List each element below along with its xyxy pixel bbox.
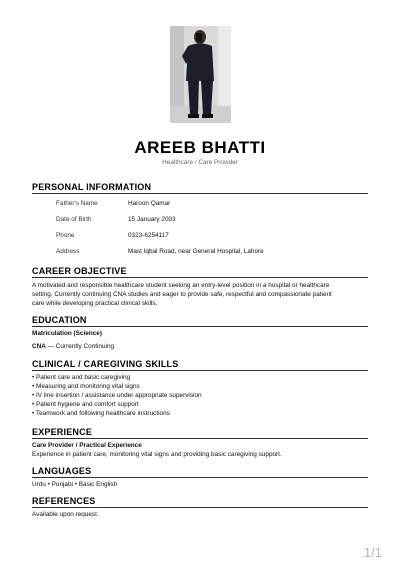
education-cna-label: CNA xyxy=(32,343,46,350)
address-label: Address xyxy=(56,248,80,255)
languages-divider xyxy=(32,477,368,478)
languages-heading: LANGUAGES xyxy=(32,466,92,476)
father-name-label: Father's Name xyxy=(56,200,98,207)
profile-photo-image xyxy=(170,26,231,123)
dob-value: 15 January 2003 xyxy=(128,216,176,223)
objective-line: care while developing practical clinical skills. xyxy=(32,300,158,307)
experience-title: Care Provider / Practical Experience xyxy=(32,442,142,449)
father-name-value: Haroon Qamar xyxy=(128,200,171,207)
experience-divider xyxy=(32,438,368,439)
education-heading: EDUCATION xyxy=(32,315,87,325)
skills-divider xyxy=(32,370,368,371)
education-divider xyxy=(32,326,368,327)
personal-info-heading: PERSONAL INFORMATION xyxy=(32,182,152,192)
personal-info-divider xyxy=(32,193,368,194)
references-text: Available upon request. xyxy=(32,511,99,518)
candidate-title: Healthcare / Care Provider xyxy=(162,159,238,166)
career-objective-heading: CAREER OBJECTIVE xyxy=(32,266,127,276)
skill-item: • Patient hygiene and comfort support xyxy=(32,401,139,408)
skills-heading: CLINICAL / CAREGIVING SKILLS xyxy=(32,359,179,369)
experience-heading: EXPERIENCE xyxy=(32,427,93,437)
profile-photo xyxy=(170,26,231,123)
career-objective-text xyxy=(32,281,372,308)
address-value: Mast Iqbal Road, near General Hospital, Lahore xyxy=(128,248,264,255)
page-indicator: 1/1 xyxy=(363,545,382,560)
references-divider xyxy=(32,507,368,508)
education-cna-status: — Currently Continuing xyxy=(45,343,115,350)
career-objective-divider xyxy=(32,277,368,278)
skill-item: • Patient care and basic caregiving xyxy=(32,374,131,381)
experience-detail: Experience in patient care, monitoring vital signs and providing basic caregiving support. xyxy=(32,451,282,458)
languages-text: Urdu • Punjabi • Basic English xyxy=(32,481,118,488)
skill-item: • Teamwork and following healthcare instructions xyxy=(32,410,170,417)
skill-item: • IV line insertion / assistance under appropriate supervision xyxy=(32,392,202,399)
dob-label: Date of Birth xyxy=(56,216,92,223)
phone-value: 0323-6254117 xyxy=(128,232,169,239)
skill-item: • Measuring and monitoring vital signs xyxy=(32,383,140,390)
education-item-matric: Matriculation (Science) xyxy=(32,330,102,337)
education-item-cna xyxy=(32,343,114,350)
phone-label: Phone xyxy=(56,232,75,239)
candidate-name: AREEB BHATTI xyxy=(134,138,266,157)
objective-line: A motivated and responsible healthcare student seeking an entry-level position in a hospital or healthcare xyxy=(32,282,330,289)
references-heading: REFERENCES xyxy=(32,496,96,506)
objective-line: setting. Currently continuing CNA studies and eager to provide safe, respectful and compassionate patient xyxy=(32,291,332,298)
